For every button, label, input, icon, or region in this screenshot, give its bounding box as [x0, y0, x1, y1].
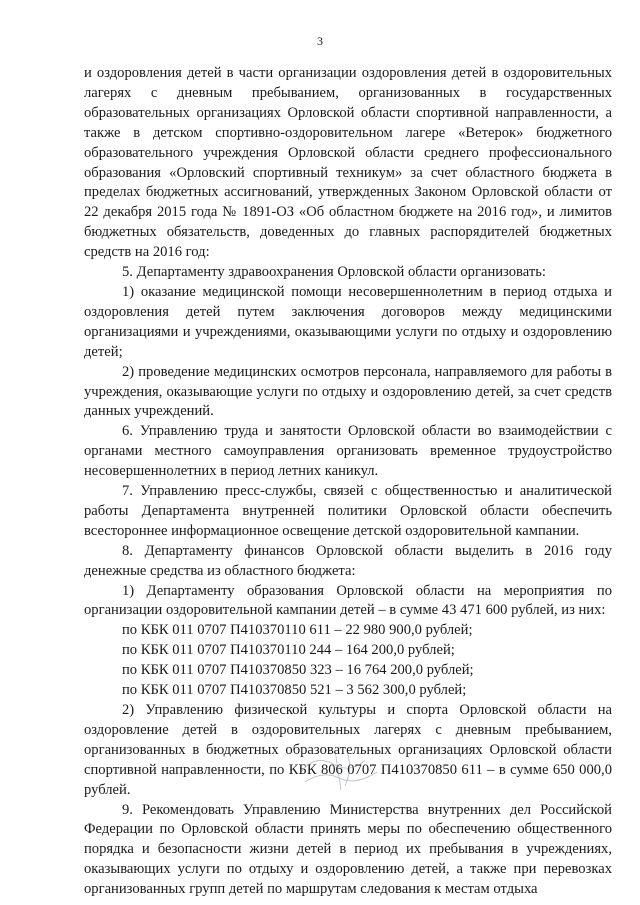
- kbk-line: по КБК 011 0707 П410370110 244 – 164 200,0 рублей;: [122, 642, 455, 659]
- paragraph-item-8: 8. Департаменту финансов Орловской области выделить в 2016 году денежные средства из областного бюджета:: [84, 542, 612, 579]
- paragraph-item-5-2: 2) проведение медицинских осмотров персонала, направляемого для работы в учреждения, оказывающие услуги по отдыху и оздоровлению детей, за счет средств данных учреждений.: [84, 363, 612, 420]
- paragraph-item-6: 6. Управлению труда и занятости Орловской области во взаимодействии с органами местного самоуправления организовать временное трудоустройство несовершеннолетних в период летних каникул.: [84, 423, 612, 480]
- paragraph-item-5-1: 1) оказание медицинской помощи несовершеннолетним в период отдыха и оздоровления детей путем заключения договоров между медицинскими организациями и учреждениями, оказывающими услуги по отдыху и оздоровлению детей;: [84, 283, 612, 360]
- paragraph-item-8-1: 1) Департаменту образования Орловской области на мероприятия по организации оздоровительной кампании детей – в сумме 43 471 600 рублей, из них:: [84, 582, 612, 619]
- paragraph-item-9: 9. Рекомендовать Управлению Министерства внутренних дел Российской Федерации по Орловской области принять меры по обеспечению общественного порядка и безопасности жизни детей в период их пребывания в учреждениях, оказывающих услуги по отдыху и оздоровлению детей, а также при перевозках организованных групп детей по маршрутам следования к местам отдыха: [84, 801, 612, 898]
- paragraph-item-7: 7. Управлению пресс-службы, связей с общественностью и аналитической работы Департамента внутренней политики Орловской области обеспечить всестороннее информационное освещение детской оздоровительной кампании.: [84, 483, 612, 539]
- paragraph-continuation: и оздоровления детей в части организации оздоровления детей в оздоровительных лагерях с дневным пребыванием, организованных в государственных образовательных организациях Орловской области спортивной направленности, а также в детском спортивно-оздоровительном лагере «Ветерок» бюджетного образовательного учреждения Орловской области среднего профессионального образования «Орловский спортивный техникум» за счет областного бюджета в пределах бюджетных ассигнований, утвержденных Законом Орловской области от 22 декабря 2015 года № 1891-ОЗ «Об областном бюджете на 2016 год», и лимитов бюджетных обязательств, доведенных до главных распорядителей бюджетных средств на 2016 год:: [84, 65, 612, 261]
- kbk-line: по КБК 011 0707 П410370850 323 – 16 764 200,0 рублей;: [122, 662, 474, 679]
- document-body: [84, 64, 612, 900]
- kbk-line: по КБК 011 0707 П410370110 611 – 22 980 900,0 рублей;: [122, 622, 473, 639]
- page-number: 3: [317, 34, 323, 48]
- paragraph-item-8-2: 2) Управлению физической культуры и спорта Орловской области на оздоровление детей в оздоровительных лагерях с дневным пребыванием, организованных в бюджетных образовательных организациях Орловской области спортивной направленности, по КБК 806 0707 П410370850 611 – в сумме 650 000,0 рублей.: [84, 702, 612, 798]
- kbk-line: по КБК 011 0707 П410370850 521 – 3 562 300,0 рублей;: [122, 682, 467, 699]
- paragraph-item-5: 5. Департаменту здравоохранения Орловской области организовать:: [122, 264, 546, 281]
